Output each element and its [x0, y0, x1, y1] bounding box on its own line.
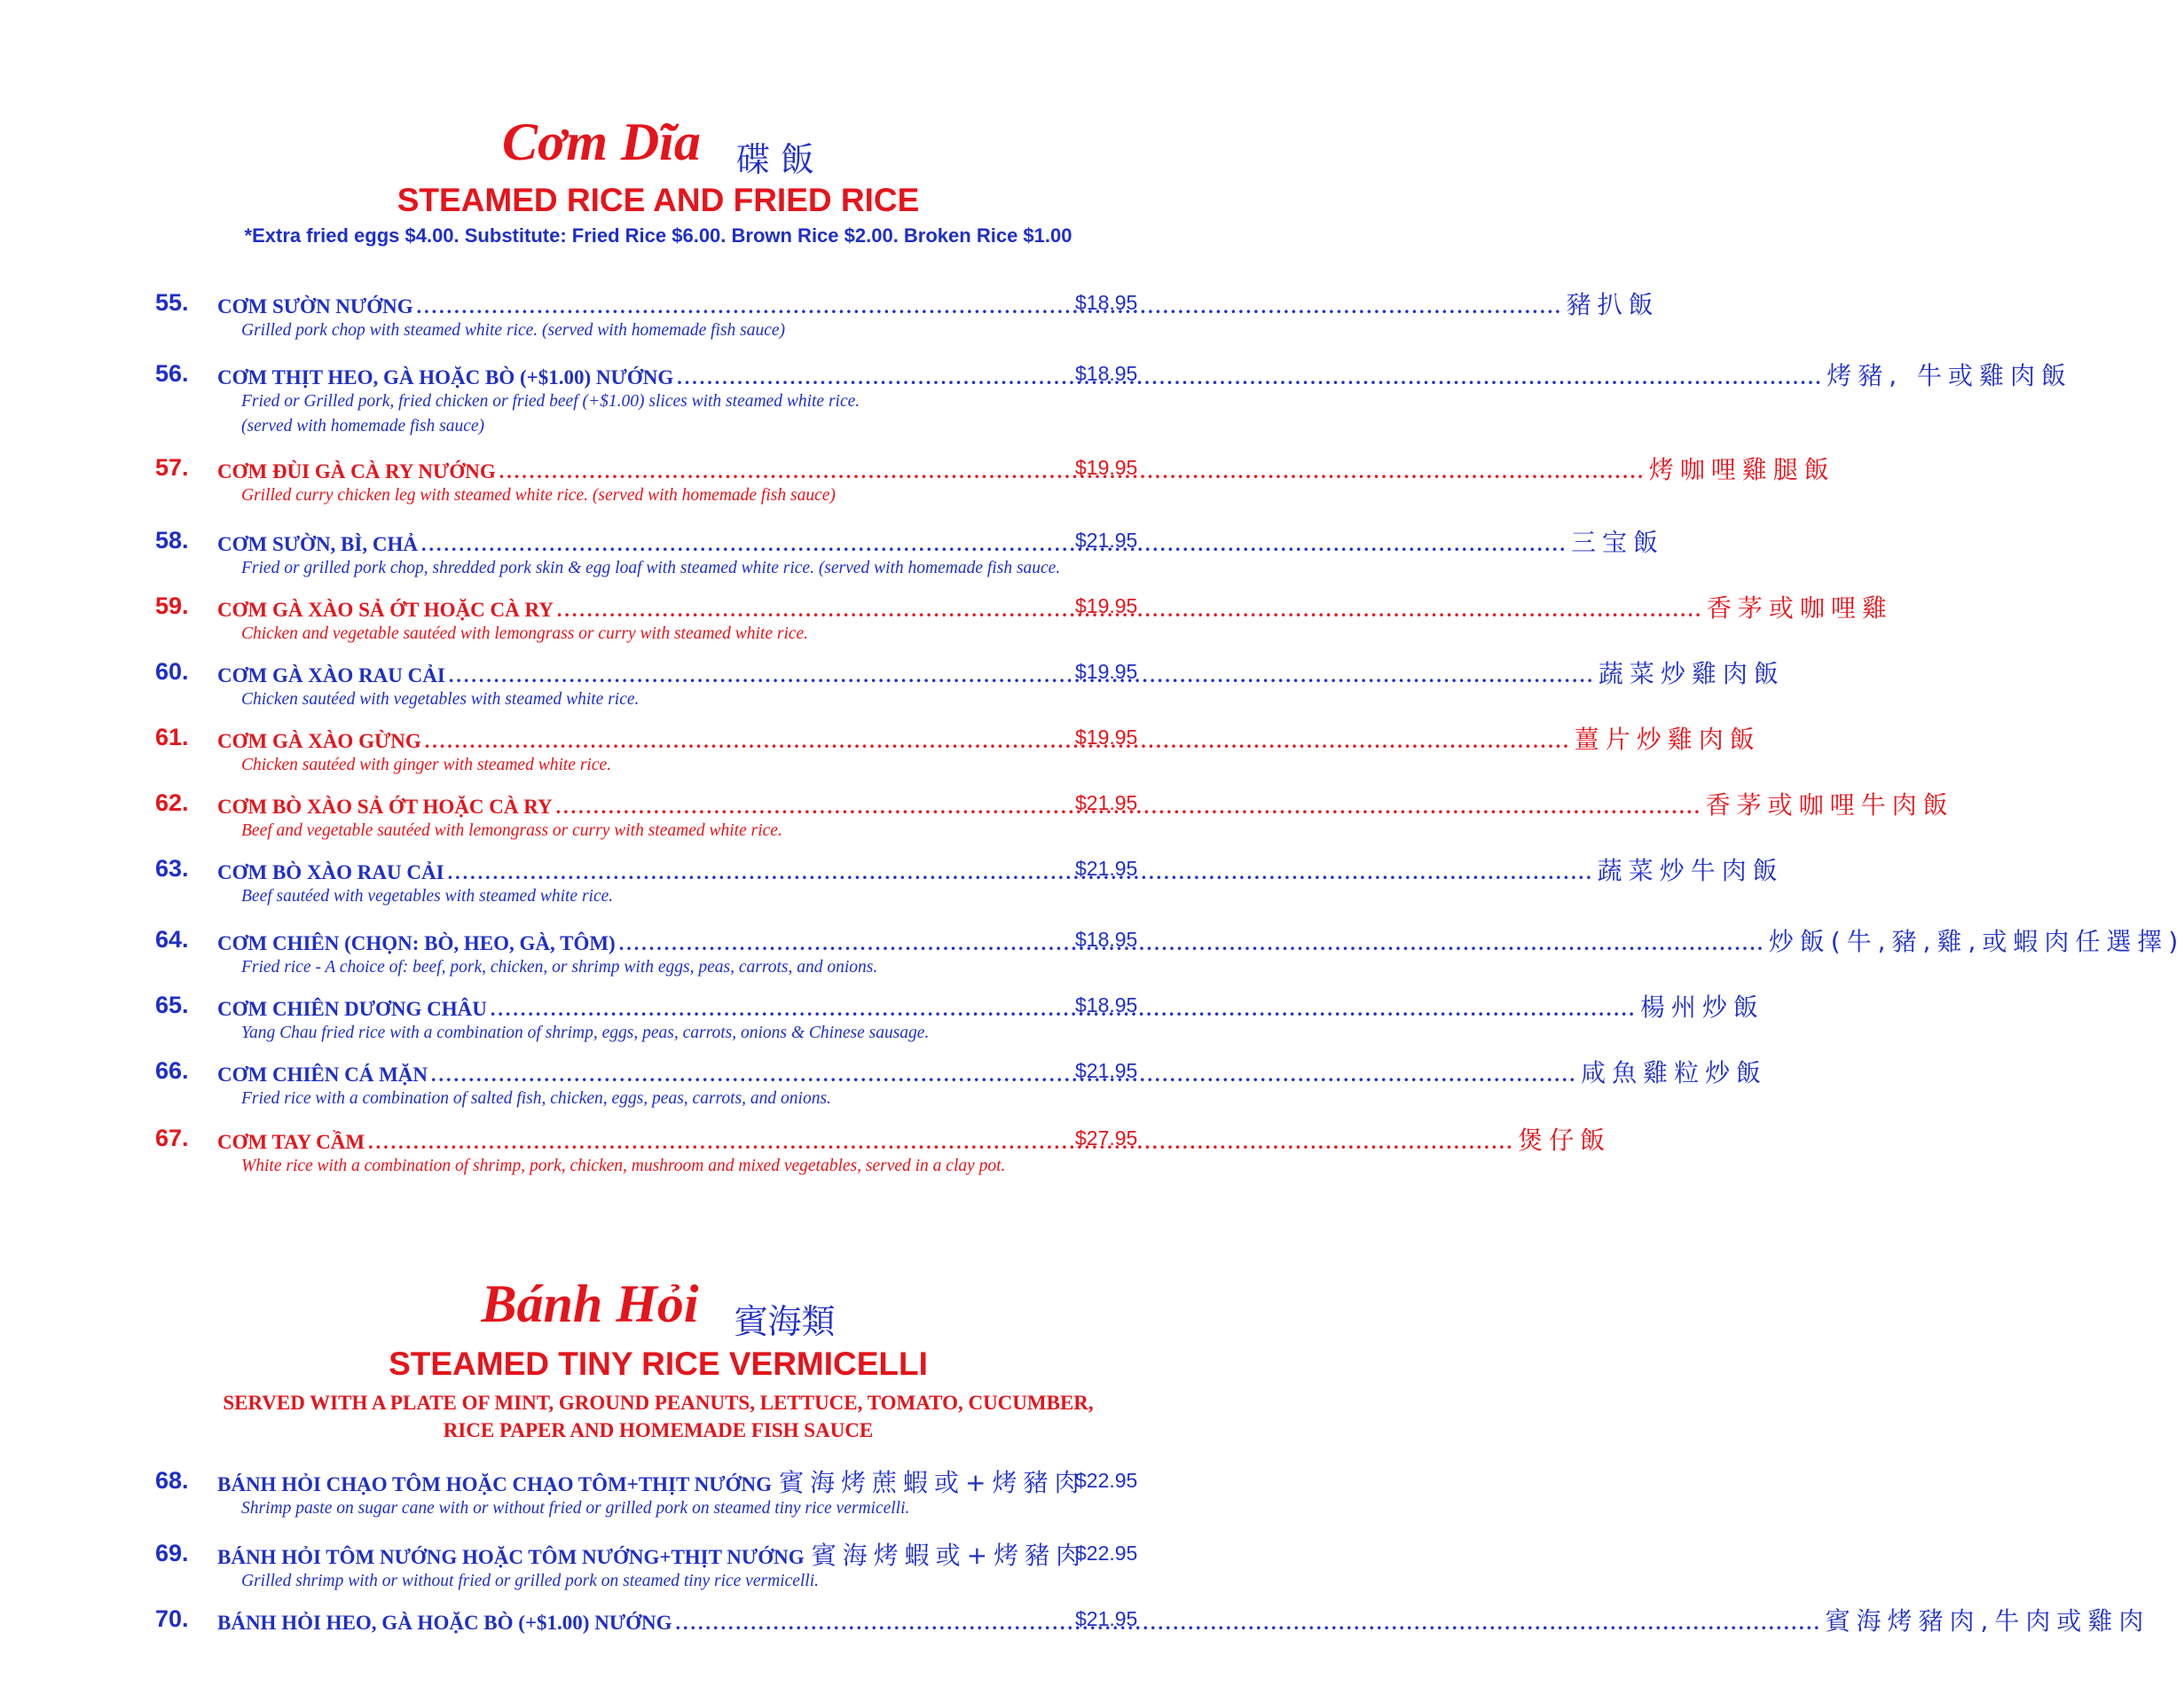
dot-leader: [431, 1063, 1577, 1087]
item-chinese-name: 炒飯(牛,豬,雞,或蝦肉任選擇): [1768, 927, 2184, 956]
section-title-chinese: 碟 飯: [735, 139, 814, 179]
item-description: Yang Chau fried rice with a combination of shrimp, eggs, peas, carrots, onions & Chinese sausage.: [241, 1024, 930, 1042]
item-number: 69.: [155, 1540, 189, 1566]
dot-leader: [499, 460, 1646, 483]
item-description: Chicken sautéed with ginger with steamed white rice.: [241, 756, 612, 774]
item-name: CƠM TAY CẦM: [217, 1131, 365, 1153]
item-price: $22.95: [1075, 1542, 1138, 1565]
dot-leader: [619, 932, 1765, 955]
item-name: CƠM BÒ XÀO RAU CẢI: [217, 861, 444, 883]
item-chinese-name: 三宝飯: [1570, 528, 1664, 557]
item-price: $19.95: [1075, 456, 1138, 479]
dot-leader: [449, 664, 1595, 687]
item-chinese-name: 咸魚雞粒炒飯: [1581, 1058, 1768, 1087]
item-price: $19.95: [1075, 594, 1138, 617]
item-price: $19.95: [1075, 726, 1138, 749]
item-number: 67.: [155, 1125, 189, 1151]
item-chinese-name: 薑片炒雞肉飯: [1574, 725, 1761, 754]
item-price: $18.95: [1075, 362, 1138, 385]
item-chinese-name: 賓海烤蔗蝦或+烤豬肉: [779, 1468, 1086, 1497]
dot-leader: [368, 1131, 1514, 1154]
item-price: $19.95: [1075, 660, 1138, 683]
item-description: Fried or Grilled pork, fried chicken or fried beef (+$1.00) slices with steamed white rice.: [241, 392, 860, 411]
item-name: CƠM THỊT HEO, GÀ HOẶC BÒ (+$1.00) NƯỚNG: [217, 366, 674, 388]
item-number: 70.: [155, 1605, 189, 1632]
item-number: 62.: [155, 789, 189, 816]
served-with-note: [0, 1389, 1316, 1444]
item-price: $22.95: [1075, 1469, 1138, 1492]
item-description: Fried rice - A choice of: beef, pork, chicken, or shrimp with eggs, peas, carrots, and onions.: [241, 958, 878, 977]
item-name: CƠM SƯỜN NƯỚNG: [217, 295, 413, 318]
item-description: Grilled curry chicken leg with steamed white rice. (served with homemade fish sauce): [241, 486, 836, 505]
item-price: $18.95: [1075, 291, 1138, 314]
dot-leader: [491, 998, 1637, 1021]
item-line: [217, 1464, 1086, 1499]
item-number: 60.: [155, 658, 189, 685]
item-description: Beef and vegetable sautéed with lemongrass or curry with steamed white rice.: [241, 821, 782, 840]
item-name: CƠM CHIÊN CÁ MẶN: [217, 1063, 428, 1086]
item-description: Beef sautéed with vegetables with steamed white rice.: [241, 887, 614, 906]
extras-note: *Extra fried eggs $4.00. Substitute: Fried Rice $6.00. Brown Rice $2.00. Broken Rice $1.00: [244, 224, 1072, 247]
item-name: CƠM ĐÙI GÀ CÀ RY NƯỚNG: [217, 460, 496, 483]
item-price: $18.95: [1075, 993, 1138, 1016]
item-number: 55.: [155, 289, 189, 316]
item-chinese-name: 蔬菜炒雞肉飯: [1598, 659, 1785, 688]
item-description: Fried rice with a combination of salted fish, chicken, eggs, peas, carrots, and onions.: [241, 1089, 831, 1108]
item-price: $21.95: [1075, 529, 1138, 552]
item-name: BÁNH HỎI CHẠO TÔM HOẶC CHẠO TÔM+THỊT NƯỚNG: [217, 1473, 772, 1495]
section-title-vietnamese: Cơm Dĩa: [502, 113, 701, 171]
item-number: 66.: [155, 1057, 189, 1084]
section-title-chinese: 賓海類: [734, 1301, 836, 1341]
dot-leader: [425, 730, 1571, 753]
item-chinese-name: 煲仔飯: [1518, 1126, 1612, 1155]
item-chinese-name: 賓海烤豬肉,牛肉或雞肉: [1825, 1606, 2150, 1636]
served-with-line-1: SERVED WITH A PLATE OF MINT, GROUND PEANUTS, LETTUCE, TOMATO, CUCUMBER,: [223, 1392, 1094, 1414]
item-description: (served with homemade fish sauce): [241, 417, 485, 436]
item-description: Fried or grilled pork chop, shredded pork skin & egg loaf with steamed white rice. (served with homemade fish sauce.: [241, 559, 1061, 577]
item-description: Chicken and vegetable sautéed with lemongrass or curry with steamed white rice.: [241, 624, 809, 643]
item-name: CƠM CHIÊN (CHỌN: BÒ, HEO, GÀ, TÔM): [217, 932, 616, 954]
item-name: CƠM GÀ XÀO SẢ ỚT HOẶC CÀ RY: [217, 599, 554, 621]
item-chinese-name: 蔬菜炒牛肉飯: [1597, 856, 1784, 885]
item-number: 61.: [155, 724, 189, 750]
item-chinese-name: 烤豬, 牛或雞肉飯: [1827, 361, 2073, 390]
section-title-english: STEAMED TINY RICE VERMICELLI: [389, 1346, 928, 1382]
dot-leader: [676, 1612, 1822, 1635]
dot-leader: [677, 366, 1823, 389]
section-title-com-dia: [0, 112, 1316, 181]
item-number: 64.: [155, 926, 189, 953]
dot-leader: [417, 295, 1563, 318]
item-name: CƠM GÀ XÀO GỪNG: [217, 730, 421, 752]
item-number: 65.: [155, 992, 189, 1018]
item-chinese-name: 香茅或咖哩牛肉飯: [1705, 790, 1954, 820]
served-with-line-2: RICE PAPER AND HOMEMADE FISH SAUCE: [443, 1419, 874, 1441]
dot-leader: [448, 861, 1594, 884]
item-price: $21.95: [1075, 1059, 1138, 1082]
item-chinese-name: 烤咖哩雞腿飯: [1648, 455, 1835, 484]
item-description: Chicken sautéed with vegetables with steamed white rice.: [241, 690, 640, 709]
item-line: [217, 1536, 1088, 1572]
item-chinese-name: 香茅或咖哩雞: [1706, 593, 1893, 623]
item-name: CƠM CHIÊN DƯƠNG CHÂU: [217, 998, 487, 1020]
item-name: CƠM BÒ XÀO SẢ ỚT HOẶC CÀ RY: [217, 796, 553, 818]
section-title-english: STEAMED RICE AND FRIED RICE: [397, 182, 920, 218]
item-description: Shrimp paste on sugar cane with or without fried or grilled pork on steamed tiny rice vermicelli.: [241, 1499, 910, 1518]
section-title-vietnamese: Bánh Hỏi: [481, 1275, 699, 1333]
item-description: Grilled shrimp with or without fried or grilled pork on steamed tiny rice vermicelli.: [241, 1572, 820, 1590]
item-number: 56.: [155, 360, 189, 387]
item-description: White rice with a combination of shrimp, pork, chicken, mushroom and mixed vegetables, served in a clay pot.: [241, 1157, 1006, 1175]
item-chinese-name: 賓海烤蝦或+烤豬肉: [811, 1541, 1088, 1570]
item-number: 58.: [155, 527, 189, 553]
item-chinese-name: 豬扒飯: [1566, 290, 1660, 319]
dot-leader: [421, 533, 1567, 556]
item-price: $21.95: [1075, 791, 1138, 814]
item-name: BÁNH HỎI TÔM NƯỚNG HOẶC TÔM NƯỚNG+THỊT NƯỚNG: [217, 1546, 805, 1568]
section-title-banh-hoi: [0, 1274, 1316, 1343]
item-description: Grilled pork chop with steamed white rice. (served with homemade fish sauce): [241, 321, 786, 340]
item-name: BÁNH HỎI HEO, GÀ HOẶC BÒ (+$1.00) NƯỚNG: [217, 1612, 672, 1634]
item-number: 59.: [155, 593, 189, 619]
item-price: $18.95: [1075, 928, 1138, 951]
item-name: CƠM SƯỜN, BÌ, CHẢ: [217, 533, 418, 555]
item-number: 63.: [155, 855, 189, 882]
item-price: $21.95: [1075, 1607, 1138, 1630]
item-chinese-name: 楊州炒飯: [1639, 993, 1764, 1022]
item-number: 68.: [155, 1467, 189, 1494]
item-name: CƠM GÀ XÀO RAU CẢI: [217, 664, 445, 687]
item-price: $21.95: [1075, 857, 1138, 880]
item-price: $27.95: [1075, 1126, 1138, 1150]
item-number: 57.: [155, 454, 189, 481]
